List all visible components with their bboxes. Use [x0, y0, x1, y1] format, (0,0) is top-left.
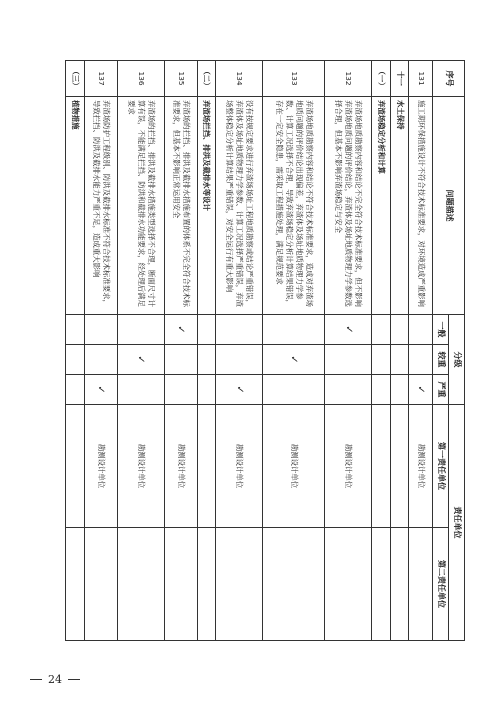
page-number-text: 24	[48, 673, 62, 686]
row-desc: 弃渣场的拦挡、排洪及截排水措施类型选择不合理，断面尺寸计算有误，不能满足拦挡、防洪和截排水功能要求，经处理后满足要求	[117, 97, 164, 315]
table-row	[164, 61, 197, 641]
rotated-table-wrapper	[65, 60, 465, 640]
row-desc: 没有按规定要求进行弃渣场场址工程地质勘察或结论严重错误，弃渣体及场址地质物理力学参数、计算工况选择严重错误，弃渣场整体稳定分析计算结果严重错误，对安全运行有重大影响	[216, 97, 263, 315]
grade-heavier-cell	[324, 345, 371, 375]
subsection-row	[372, 61, 391, 641]
grade-general-cell	[263, 315, 325, 345]
grade-general-cell	[409, 315, 433, 345]
resp-first-cell: 勘测设计单位	[84, 405, 117, 528]
subsection-row	[66, 61, 85, 641]
header-seq: 序号	[433, 61, 465, 97]
subsection-title: 弃渣场拦挡、排洪及截排水等设计	[197, 97, 216, 315]
table-row	[263, 61, 325, 641]
grade-heavier-cell: ✓	[117, 345, 164, 375]
row-seq: 133	[263, 61, 325, 97]
resp-second-cell	[164, 528, 197, 641]
header-desc: 问题描述	[433, 97, 465, 315]
page-dash-right	[68, 679, 80, 680]
subsection-row	[197, 61, 216, 641]
grade-heavier-cell	[84, 345, 117, 375]
table-row	[84, 61, 117, 641]
resp-first-cell: 勘测设计单位	[409, 405, 433, 528]
grade-heavier-cell	[216, 345, 263, 375]
header-grade-heavier: 较重	[433, 345, 449, 375]
grade-serious-cell: ✓	[409, 375, 433, 405]
header-resp-second: 第二责任单位	[433, 528, 449, 641]
row-seq: 132	[324, 61, 371, 97]
page-dash-left	[30, 679, 42, 680]
table-row	[117, 61, 164, 641]
grade-serious-cell	[324, 375, 371, 405]
row-desc: 弃渣场防护工程级别、防洪及截排水标准不符合技术标准要求，导致拦挡、防洪及截排水能力严重不足，造成重大影响	[84, 97, 117, 315]
row-seq: （二）	[197, 61, 216, 97]
grade-general-cell	[117, 315, 164, 345]
grade-serious-cell	[263, 375, 325, 405]
resp-second-cell	[216, 528, 263, 641]
resp-second-cell	[409, 528, 433, 641]
resp-first-cell: 勘测设计单位	[324, 405, 371, 528]
header-resp: 责任单位	[449, 405, 465, 641]
table-row	[409, 61, 433, 641]
grade-general-cell	[84, 315, 117, 345]
grade-heavier-cell	[409, 345, 433, 375]
table-row	[324, 61, 371, 641]
row-seq: 十一	[390, 61, 409, 97]
row-seq: 134	[216, 61, 263, 97]
grade-serious-cell	[117, 375, 164, 405]
header-grade-serious: 严重	[433, 375, 449, 405]
subsection-title: 植物措施	[66, 97, 85, 315]
header-grade-general: 一般	[433, 315, 449, 345]
header-resp-first: 第一责任单位	[433, 405, 449, 528]
section-row	[390, 61, 409, 641]
row-seq: 135	[164, 61, 197, 97]
resp-first-cell: 勘测设计单位	[164, 405, 197, 528]
row-desc: 施工期环保措施设计不符合技术标准要求，对环境造成严重影响	[409, 97, 433, 315]
resp-second-cell	[263, 528, 325, 641]
resp-first-cell: 勘测设计单位	[117, 405, 164, 528]
resp-first-cell: 勘测设计单位	[216, 405, 263, 528]
resp-second-cell	[117, 528, 164, 641]
row-desc: 弃渣场地质勘察内容和结论不符合技术标准要求，造成对弃渣场地质问题的评价结论出现偏差，弃渣体及场址地质物理力学参数、计算工况选择不合理，导致弃渣场稳定分析计算结果错误，存在一定安全隐患，需采取工程措施处理，满足规范要求	[263, 97, 325, 315]
grade-heavier-cell	[164, 345, 197, 375]
grade-general-cell	[216, 315, 263, 345]
row-desc: 弃渣场的拦挡、排洪及截排水措施布置的体系不完全符合技术标准要求，但基本不影响正常运用安全	[164, 97, 197, 315]
row-seq: 136	[117, 61, 164, 97]
row-seq: 131	[409, 61, 433, 97]
header-grade: 分级	[449, 315, 465, 405]
grade-serious-cell	[164, 375, 197, 405]
subsection-title: 弃渣场稳定分析和计算	[372, 97, 391, 315]
resp-second-cell	[84, 528, 117, 641]
row-desc: 弃渣场地质勘察内容和结论不完全符合技术标准要求，但不影响弃渣场地质问题的评价结论，弃渣体及场址地质物理力学参数选择合理，但基本不影响弃渣场稳定与安全	[324, 97, 371, 315]
responsibility-table	[65, 60, 465, 641]
resp-first-cell: 勘测设计单位	[263, 405, 325, 528]
grade-general-cell: ✓	[164, 315, 197, 345]
section-title: 水土保持	[390, 97, 409, 315]
resp-second-cell	[324, 528, 371, 641]
grade-heavier-cell: ✓	[263, 345, 325, 375]
page-number	[30, 673, 80, 686]
grade-serious-cell: ✓	[84, 375, 117, 405]
row-seq: （一）	[372, 61, 391, 97]
table-row	[216, 61, 263, 641]
row-seq: 137	[84, 61, 117, 97]
grade-general-cell: ✓	[324, 315, 371, 345]
row-seq: （三）	[66, 61, 85, 97]
grade-serious-cell: ✓	[216, 375, 263, 405]
